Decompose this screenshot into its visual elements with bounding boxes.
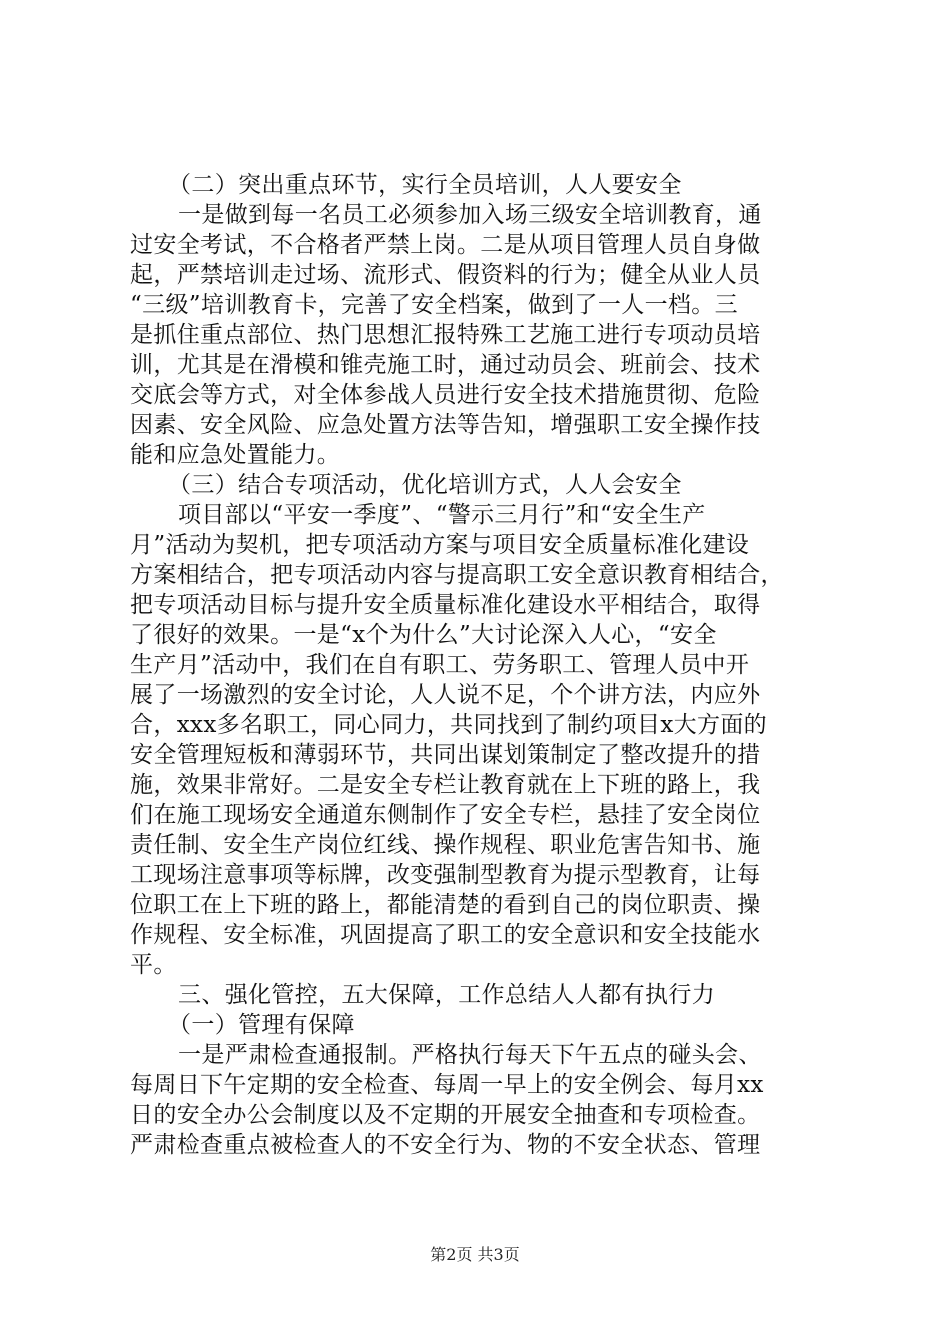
paragraph-line: 平。 <box>130 952 177 978</box>
paragraph-line: 展了一场激烈的安全讨论，人人说不足，个个讲方法，内应外 <box>130 682 761 708</box>
paragraph-line: 生产月”活动中，我们在自有职工、劳务职工、管理人员中开 <box>130 652 750 678</box>
paragraph-line: 严肃检查重点被检查人的不安全行为、物的不安全状态、管理 <box>130 1132 761 1158</box>
paragraph-line: 能和应急处置能力。 <box>130 442 341 468</box>
paragraph-line: 项目部以“平安一季度”、“警示三月行”和“安全生产 <box>178 502 706 528</box>
section-heading-3: （三）结合专项活动，优化培训方式，人人会安全 <box>168 472 682 498</box>
document-body <box>130 170 830 1160</box>
paragraph-line: 月”活动为契机，把专项活动方案与项目安全质量标准化建设 <box>130 532 750 558</box>
paragraph-line: 方案相结合，把专项活动内容与提高职工安全意识教育相结合， <box>130 562 784 588</box>
paragraph-line: 过安全考试，不合格者严禁上岗。二是从项目管理人员自身做 <box>130 232 761 258</box>
paragraph-line: 位职工在上下班的路上，都能清楚的看到自己的岗位职责、操 <box>130 892 761 918</box>
paragraph-line: 合，xxx多名职工，同心同力，共同找到了制约项目x大方面的 <box>130 712 768 738</box>
paragraph-line: 一是做到每一名员工必须参加入场三级安全培训教育，通 <box>178 202 762 228</box>
paragraph-line: 把专项活动目标与提升安全质量标准化建设水平相结合，取得 <box>130 592 761 618</box>
paragraph-line: 起，严禁培训走过场、流形式、假资料的行为；健全从业人员 <box>130 262 761 288</box>
paragraph-line: 作规程、安全标准，巩固提高了职工的安全意识和安全技能水 <box>130 922 761 948</box>
chapter-heading-3: 三、强化管控，五大保障，工作总结人人都有执行力 <box>178 982 716 1008</box>
paragraph-line: 了很好的效果。一是“x个为什么”大讨论深入人心，“安全 <box>130 622 717 648</box>
subsection-heading-1: （一）管理有保障 <box>168 1012 355 1038</box>
paragraph-line: 施，效果非常好。二是安全专栏让教育就在上下班的路上，我 <box>130 772 761 798</box>
paragraph-line: “三级”培训教育卡，完善了安全档案，做到了一人一档。三 <box>130 292 738 318</box>
section-heading-2: （二）突出重点环节，实行全员培训，人人要安全 <box>168 172 682 198</box>
paragraph-line: 责任制、安全生产岗位红线、操作规程、职业危害告知书、施 <box>130 832 761 858</box>
paragraph-line: 日的安全办公会制度以及不定期的开展安全抽查和专项检查。 <box>130 1102 761 1128</box>
paragraph-line: 每周日下午定期的安全检查、每周一早上的安全例会、每月xx <box>130 1072 764 1098</box>
paragraph-line: 因素、安全风险、应急处置方法等告知，增强职工安全操作技 <box>130 412 761 438</box>
paragraph-line: 是抓住重点部位、热门思想汇报特殊工艺施工进行专项动员培 <box>130 322 761 348</box>
paragraph-line: 工现场注意事项等标牌，改变强制型教育为提示型教育，让每 <box>130 862 761 888</box>
paragraph-line: 训，尤其是在滑模和锥壳施工时，通过动员会、班前会、技术 <box>130 352 761 378</box>
paragraph-line: 安全管理短板和薄弱环节，共同出谋划策制定了整改提升的措 <box>130 742 761 768</box>
paragraph-line: 一是严肃检查通报制。严格执行每天下午五点的碰头会、 <box>178 1042 762 1068</box>
paragraph-line: 们在施工现场安全通道东侧制作了安全专栏，悬挂了安全岗位 <box>130 802 761 828</box>
paragraph-line: 交底会等方式，对全体参战人员进行安全技术措施贯彻、危险 <box>130 382 761 408</box>
page-number-footer: 第2页 共3页 <box>430 1245 520 1264</box>
